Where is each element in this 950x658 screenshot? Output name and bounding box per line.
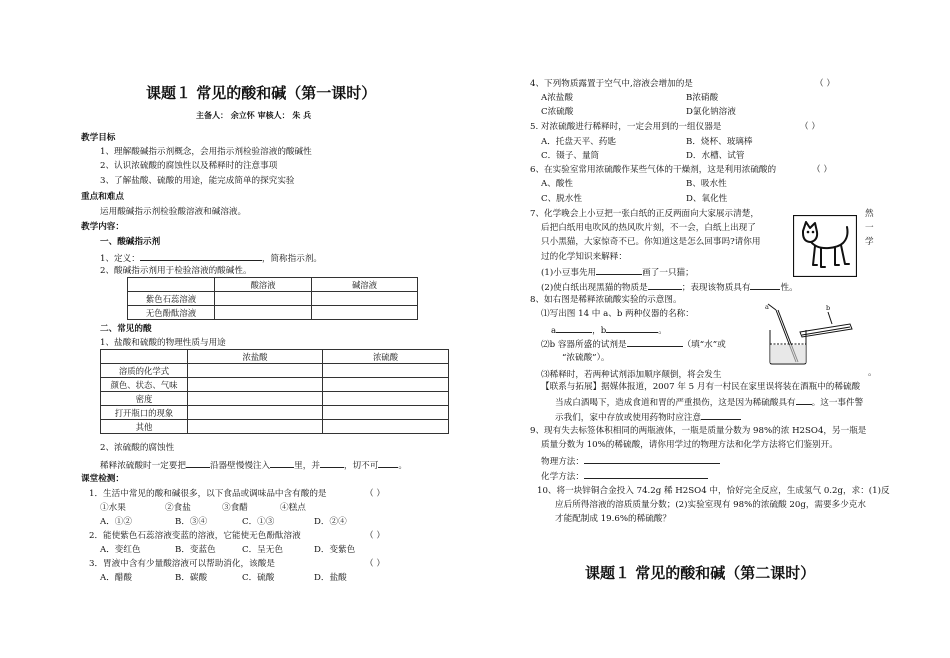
table-cell (128, 278, 215, 292)
figure-label-b: b (826, 304, 831, 312)
answer-blank[interactable] (584, 455, 720, 464)
q3-option-a[interactable]: A．醋酸 (100, 573, 132, 583)
table-row (101, 364, 449, 378)
question-7-line-4: 过的化学知识来解释： (541, 252, 627, 262)
chemical-method (541, 470, 708, 482)
table-row-label: 溶质的化学式 (101, 364, 188, 378)
answer-blank[interactable] (606, 324, 658, 333)
answer-paren[interactable]: （ ） (800, 122, 820, 132)
goal-2: 2、认识浓硫酸的腐蚀性以及稀释时的注意事项 (100, 161, 278, 171)
question-8: 8、如右图是稀释浓硫酸实验的示意图。 (530, 295, 682, 305)
table-cell[interactable] (215, 292, 312, 306)
section-key-points: 重点和难点 (81, 192, 124, 202)
q6-option-a[interactable]: A、酸性 (541, 179, 573, 189)
definition-blank[interactable] (140, 252, 262, 261)
goal-3: 3、了解盐酸、硫酸的用途，能完成简单的探究实验 (100, 176, 295, 186)
table-cell[interactable] (323, 420, 449, 434)
q1-option-b[interactable]: B．③④ (175, 517, 208, 527)
table-cell (101, 350, 188, 364)
answer-blank[interactable] (556, 324, 592, 333)
answer-blank[interactable] (701, 411, 741, 420)
q6-option-b[interactable]: B、吸水性 (686, 179, 727, 189)
extension-line-2 (555, 396, 863, 408)
table-row-label: 无色酚酞溶液 (128, 306, 215, 320)
table-cell[interactable] (323, 378, 449, 392)
q3-option-c[interactable]: C．硫酸 (242, 573, 275, 583)
q8-part-3 (541, 368, 721, 380)
definition-line (100, 252, 322, 264)
q1-item: ④糕点 (280, 503, 306, 513)
question-6: 6、在实验室常用浓硫酸作某些气体的干燥剂，这是利用浓硫酸的 (530, 165, 777, 175)
table-row-label: 紫色石蕊溶液 (128, 292, 215, 306)
table-row (101, 350, 449, 364)
q2-option-a[interactable]: A．变红色 (100, 545, 141, 555)
table-cell[interactable] (312, 292, 418, 306)
q3-option-b[interactable]: B．碳酸 (175, 573, 208, 583)
table-row-label: 其他 (101, 420, 188, 434)
dilution-text-1: 稀释浓硫酸时一定要把 (100, 461, 186, 471)
black-cat-figure (793, 215, 857, 277)
table-row (101, 378, 449, 392)
question-10-line-3: 才能配制成 19.6%的稀硫酸？ (555, 514, 671, 524)
answer-blank[interactable] (648, 281, 682, 290)
lesson-title: 课题１ 常见的酸和碱（第一课时） (146, 84, 377, 102)
q4-option-c[interactable]: C浓硫酸 (541, 107, 574, 117)
q7-answer-2-mid: ；表现该物质具有 (681, 283, 751, 293)
dilution-text-2: 沿器壁慢慢注入 (209, 461, 271, 471)
dilution-text-4: ，切不可 (343, 461, 379, 471)
dilution-line (100, 459, 407, 471)
q1-item: ②食盐 (165, 503, 191, 513)
q7-side-char: 一 (865, 223, 874, 233)
q8-part-2-text: ⑵b 容器所盛的试剂是 (541, 340, 627, 350)
table-cell[interactable] (188, 364, 323, 378)
answer-blank[interactable] (596, 266, 642, 275)
table-cell[interactable] (188, 420, 323, 434)
q7-side-char: 然 (865, 209, 874, 219)
table-cell[interactable] (323, 406, 449, 420)
q5-option-b[interactable]: B．烧杯、玻璃棒 (686, 137, 753, 147)
q5-option-d[interactable]: D．水槽、试管 (686, 151, 745, 161)
q8-part-3-text: ⑶稀释时，若两种试剂添加顺序颠倒，将会发生 (541, 370, 722, 380)
answer-blank[interactable] (796, 396, 812, 405)
answer-paren[interactable]: （ ） (365, 559, 385, 569)
table-header-base: 碱溶液 (312, 278, 418, 292)
q1-option-c[interactable]: C．①③ (242, 517, 275, 527)
q8-part-1-answer (551, 324, 667, 336)
part-common-acids: 二、常见的酸 (100, 324, 152, 334)
q2-option-b[interactable]: B．变蓝色 (175, 545, 216, 555)
dilution-apparatus-figure (762, 302, 860, 366)
acid-properties-table (100, 349, 449, 434)
dilution-blank[interactable] (270, 459, 294, 468)
key-points-text: 运用酸碱指示剂检验酸溶液和碱溶液。 (100, 207, 247, 217)
extension-line-3 (555, 411, 741, 423)
physical-method (541, 455, 720, 467)
q1-item: ①水果 (100, 503, 126, 513)
q7-answer-1-tail: 画了一只猫； (642, 268, 694, 278)
question-7-line-3: 只小黑猫，大家惊奇不已。你知道这是怎么回事吗?请你用 (541, 237, 761, 247)
lesson-title-2: 课题１ 常见的酸和碱（第二课时） (585, 564, 816, 582)
preparers-line: 主备人： 余立怀 审核人： 朱 兵 (196, 111, 312, 120)
indicator-usage: 2、酸碱指示剂用于检验溶液的酸碱性。 (100, 266, 252, 276)
table-cell[interactable] (215, 306, 312, 320)
table-row (101, 406, 449, 420)
answer-blank[interactable] (584, 470, 708, 479)
question-1: 1．生活中常见的酸和碱很多，以下食品或调味品中含有酸的是 (89, 489, 327, 499)
section-content: 教学内容： (81, 222, 124, 232)
q8-label-a: a (551, 326, 557, 336)
q1-item: ③食醋 (222, 503, 248, 513)
question-4: 4、下列物质露置于空气中,溶液会增加的是 (530, 79, 693, 89)
question-9-line-1: 9、现有失去标签体积相同的两瓶液体，一瓶是质量分数为 98%的浓 H2SO4，另一瓶是 (530, 426, 867, 436)
table-row (128, 278, 418, 292)
dilution-blank[interactable] (186, 459, 210, 468)
q2-option-d[interactable]: D．变紫色 (314, 545, 356, 555)
q3-option-d[interactable]: D．盐酸 (314, 573, 347, 583)
table-cell[interactable] (323, 364, 449, 378)
definition-suffix: ，简称指示剂。 (261, 254, 323, 264)
q8-label-end: 。 (658, 326, 667, 336)
dilution-blank[interactable] (320, 459, 344, 468)
extension-line-1: 【联系与拓展】据媒体报道，2007 年 5 月有一村民在家里误将装在酒瓶中的稀硫酸 (541, 382, 861, 392)
q7-answer-1 (541, 266, 694, 278)
q8-part-3-end: 。 (868, 368, 877, 378)
table-row (128, 306, 418, 320)
table-cell[interactable] (188, 406, 323, 420)
table-cell[interactable] (188, 378, 323, 392)
answer-paren[interactable]: （ ） (815, 79, 835, 89)
question-9-line-2: 质量分数为 10%的稀硫酸，请你用学过的物理方法和化学方法将它们鉴别开。 (541, 440, 838, 450)
q4-option-d[interactable]: D氯化钠溶液 (686, 107, 736, 117)
answer-paren[interactable]: （ ） (365, 531, 385, 541)
q8-part-2 (541, 338, 726, 350)
part-indicators: 一、酸碱指示剂 (100, 237, 161, 247)
acid-properties-heading: 1、盐酸和硫酸的物理性质与用途 (100, 338, 226, 348)
table-row-label: 密度 (101, 392, 188, 406)
q5-option-c[interactable]: C．镊子、量筒 (541, 151, 600, 161)
figure-label-a: a (765, 303, 769, 311)
q8-part-2-tail: （填“水”或 (682, 340, 726, 350)
question-7-line-2: 后把白纸用电吹风的热风吹片刻，不一会，白纸上出现了 (541, 223, 756, 233)
q6-option-d[interactable]: D、氧化性 (686, 194, 728, 204)
q7-answer-2-tail: 性。 (780, 283, 798, 293)
q1-option-a[interactable]: A．①② (100, 517, 132, 527)
question-5: 5. 对浓硫酸进行稀释时，一定会用到的一组仪器是 (530, 122, 722, 132)
answer-blank[interactable] (627, 338, 683, 347)
q2-option-c[interactable]: C．呈无色 (242, 545, 283, 555)
table-cell[interactable] (323, 392, 449, 406)
extension-line-3-text: 示我们，家中存放或使用药物时应注意 (555, 413, 702, 423)
q7-answer-1-text: (1)小豆事先用 (541, 268, 597, 278)
q1-option-d[interactable]: D．②④ (314, 517, 347, 527)
definition-prefix: 1、定义： (100, 254, 140, 264)
table-header-acid: 酸溶液 (215, 278, 312, 292)
physical-method-label: 物理方法： (541, 457, 584, 467)
section-class-test: 课堂检测： (81, 474, 124, 484)
corrosion-heading: 2、浓硫酸的腐蚀性 (100, 443, 175, 453)
answer-paren[interactable]: （ ） (365, 489, 385, 499)
q7-answer-2 (541, 281, 798, 293)
dilution-text-3: 里，并 (294, 461, 320, 471)
question-2: 2．能使紫色石蕊溶液变蓝的溶液，它能使无色酚酞溶液 (89, 531, 301, 541)
q4-option-b[interactable]: B浓硝酸 (686, 93, 719, 103)
table-cell[interactable] (188, 392, 323, 406)
table-row (101, 420, 449, 434)
table-cell[interactable] (312, 306, 418, 320)
table-row-label: 颜色、状态、气味 (101, 378, 188, 392)
table-header-hcl: 浓盐酸 (188, 350, 323, 364)
answer-blank[interactable] (750, 281, 780, 290)
section-goals: 教学目标 (81, 133, 116, 143)
extension-line-2-text: 当成白酒喝下，造成食道和胃的严重损伤，这是因为稀硫酸具有 (555, 398, 796, 408)
q7-side-char: 学 (865, 237, 874, 247)
q8-part-2-cont: “浓硫酸”）。 (562, 353, 610, 363)
dilution-text-5: 。 (398, 461, 407, 471)
answer-paren[interactable]: （ ） (812, 165, 832, 175)
table-row (128, 292, 418, 306)
q8-label-b: ，b (592, 326, 607, 336)
indicator-table (127, 277, 418, 320)
table-header-h2so4: 浓硫酸 (323, 350, 449, 364)
dilution-blank[interactable] (378, 459, 398, 468)
goal-1: 1、理解酸碱指示剂概念，会用指示剂检验溶液的酸碱性 (100, 147, 312, 157)
q6-option-c[interactable]: C、脱水性 (541, 194, 582, 204)
question-10-line-2: 应后所得溶液的溶质质量分数；(2)实验室现有 98%的浓硫酸 20g，需要多少克水 (555, 500, 866, 510)
q5-option-a[interactable]: A．托盘天平、药匙 (541, 137, 616, 147)
q4-option-a[interactable]: A浓盐酸 (541, 93, 573, 103)
q7-answer-2-text: (2)使白纸出现黑猫的物质是 (541, 283, 648, 293)
question-10-line-1: 10、将一块锌铜合金投入 74.2g 稀 H2SO4 中，恰好完全反应，生成氢气 0.2g，求：(1)反 (537, 486, 890, 496)
table-row-label: 打开瓶口的现象 (101, 406, 188, 420)
table-row (101, 392, 449, 406)
q8-part-1: ⑴写出图 14 中 a、b 两种仪器的名称： (541, 309, 694, 319)
extension-line-2-tail: 。这一事件警 (811, 398, 864, 408)
chemical-method-label: 化学方法： (541, 472, 584, 482)
question-7-line-1: 7、化学晚会上小豆把一张白纸的正反两面向大家展示清楚， (530, 209, 759, 219)
question-3: 3．胃液中含有少量酸溶液可以帮助消化，该酸是 (89, 559, 275, 569)
